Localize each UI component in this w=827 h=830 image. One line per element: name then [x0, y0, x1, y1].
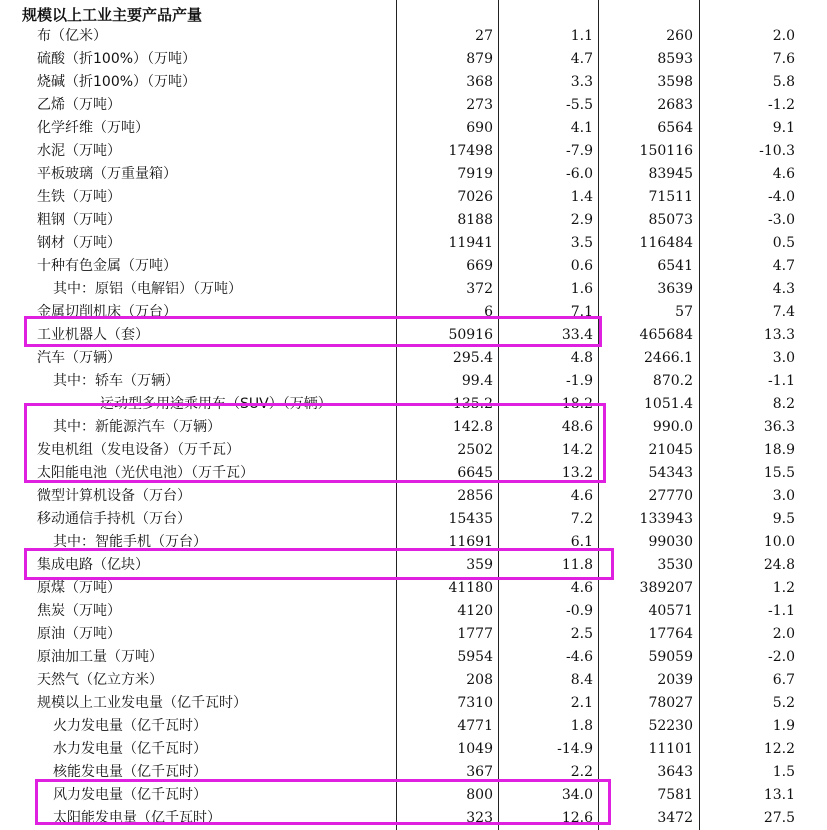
- row-value-col4: 9.1: [772, 120, 795, 136]
- table-row: [0, 577, 827, 600]
- row-value-col2: 4.6: [570, 488, 593, 504]
- row-value-col3: 870.2: [652, 373, 693, 389]
- row-label: 天然气（亿立方米）: [37, 672, 163, 688]
- table-row: [0, 186, 827, 209]
- row-value-col1: 15435: [448, 511, 493, 527]
- row-value-col2: -1.9: [566, 373, 593, 389]
- row-value-col1: 135.2: [452, 396, 493, 412]
- row-value-col1: 50916: [448, 327, 493, 343]
- row-value-col3: 83945: [648, 166, 693, 182]
- row-value-col1: 367: [466, 764, 493, 780]
- row-value-col2: -7.9: [566, 143, 593, 159]
- row-value-col4: -4.0: [768, 189, 795, 205]
- row-value-col3: 3643: [657, 764, 693, 780]
- row-label: 运动型多用途乘用车（SUV）（万辆）: [100, 396, 332, 412]
- row-label: 其中：新能源汽车（万辆）: [53, 419, 221, 435]
- row-value-col3: 2466.1: [644, 350, 693, 366]
- row-value-col4: 36.3: [763, 419, 795, 435]
- row-value-col4: 10.0: [763, 534, 795, 550]
- row-value-col2: 7.2: [570, 511, 593, 527]
- table-row: [0, 669, 827, 692]
- table-row: [0, 623, 827, 646]
- row-value-col4: 13.1: [763, 787, 795, 803]
- row-value-col2: 3.3: [570, 74, 593, 90]
- row-value-col1: 372: [466, 281, 493, 297]
- table-row: [0, 439, 827, 462]
- row-value-col3: 8593: [657, 51, 693, 67]
- row-value-col2: 6.1: [570, 534, 593, 550]
- row-value-col4: 4.6: [772, 166, 795, 182]
- row-value-col3: 54343: [648, 465, 693, 481]
- table-row: [0, 646, 827, 669]
- row-value-col2: 1.8: [570, 718, 593, 734]
- row-value-col1: 142.8: [452, 419, 493, 435]
- table-row: [0, 485, 827, 508]
- row-value-col2: 3.5: [570, 235, 593, 251]
- row-value-col1: 7310: [457, 695, 493, 711]
- row-label: 布（亿米）: [37, 28, 107, 44]
- row-value-col3: 2683: [657, 97, 693, 113]
- row-value-col1: 273: [466, 97, 493, 113]
- row-value-col3: 59059: [648, 649, 693, 665]
- row-value-col4: 3.0: [772, 350, 795, 366]
- table-row: [0, 554, 827, 577]
- table-row: [0, 255, 827, 278]
- table-row: [0, 738, 827, 761]
- row-value-col2: 4.6: [570, 580, 593, 596]
- table-row: [0, 531, 827, 554]
- row-value-col1: 208: [466, 672, 493, 688]
- row-value-col3: 150116: [639, 143, 693, 159]
- row-label: 生铁（万吨）: [37, 189, 121, 205]
- row-value-col3: 71511: [648, 189, 693, 205]
- row-label: 规模以上工业发电量（亿千瓦时）: [37, 695, 247, 711]
- row-value-col2: 48.6: [561, 419, 593, 435]
- row-value-col1: 4771: [457, 718, 493, 734]
- row-value-col3: 40571: [648, 603, 693, 619]
- row-label: 乙烯（万吨）: [37, 97, 121, 113]
- row-value-col1: 2502: [457, 442, 493, 458]
- row-label: 移动通信手持机（万台）: [37, 511, 191, 527]
- row-label: 工业机器人（套）: [37, 327, 149, 343]
- row-value-col4: 18.9: [763, 442, 795, 458]
- row-value-col3: 57: [675, 304, 693, 320]
- row-value-col2: -0.9: [566, 603, 593, 619]
- row-value-col2: 33.4: [561, 327, 593, 343]
- table-row: [0, 94, 827, 117]
- row-label: 核能发电量（亿千瓦时）: [53, 764, 207, 780]
- row-value-col3: 3598: [657, 74, 693, 90]
- row-value-col1: 7919: [457, 166, 493, 182]
- row-label: 微型计算机设备（万台）: [37, 488, 191, 504]
- row-value-col3: 6564: [657, 120, 693, 136]
- table-row: [0, 600, 827, 623]
- row-value-col3: 116484: [639, 235, 693, 251]
- row-value-col2: 18.2: [561, 396, 593, 412]
- row-value-col2: 4.1: [570, 120, 593, 136]
- row-value-col1: 8188: [457, 212, 493, 228]
- row-value-col1: 7026: [457, 189, 493, 205]
- row-value-col4: 7.6: [772, 51, 795, 67]
- row-value-col4: 27.5: [763, 810, 795, 826]
- row-value-col2: 2.9: [570, 212, 593, 228]
- row-value-col3: 85073: [648, 212, 693, 228]
- row-label: 粗钢（万吨）: [37, 212, 121, 228]
- row-value-col2: 2.2: [570, 764, 593, 780]
- row-value-col4: 3.0: [772, 488, 795, 504]
- row-value-col3: 78027: [648, 695, 693, 711]
- row-value-col2: 0.6: [570, 258, 593, 274]
- row-value-col4: 9.5: [772, 511, 795, 527]
- row-value-col1: 368: [466, 74, 493, 90]
- row-value-col1: 5954: [457, 649, 493, 665]
- row-value-col1: 17498: [448, 143, 493, 159]
- row-value-col3: 99030: [648, 534, 693, 550]
- row-value-col4: 5.2: [772, 695, 795, 711]
- row-value-col4: 8.2: [772, 396, 795, 412]
- row-value-col2: 1.4: [570, 189, 593, 205]
- row-value-col2: 1.6: [570, 281, 593, 297]
- row-value-col1: 41180: [448, 580, 493, 596]
- row-value-col3: 21045: [648, 442, 693, 458]
- table-row: [0, 48, 827, 71]
- row-value-col1: 4120: [457, 603, 493, 619]
- row-value-col1: 11941: [448, 235, 493, 251]
- table-row: [0, 278, 827, 301]
- row-value-col1: 359: [466, 557, 493, 573]
- row-value-col2: -14.9: [557, 741, 593, 757]
- row-label: 火力发电量（亿千瓦时）: [53, 718, 207, 734]
- row-value-col3: 6541: [657, 258, 693, 274]
- row-value-col4: 12.2: [763, 741, 795, 757]
- row-label: 集成电路（亿块）: [37, 557, 149, 573]
- row-value-col1: 323: [466, 810, 493, 826]
- row-value-col2: 13.2: [561, 465, 593, 481]
- row-label: 其中：原铝（电解铝）（万吨）: [53, 281, 242, 297]
- table-row: [0, 692, 827, 715]
- row-value-col3: 27770: [648, 488, 693, 504]
- row-value-col3: 2039: [657, 672, 693, 688]
- table-row: [0, 393, 827, 416]
- row-value-col4: 2.0: [772, 626, 795, 642]
- row-label: 发电机组（发电设备）（万千瓦）: [37, 442, 240, 458]
- row-value-col4: 24.8: [763, 557, 795, 573]
- table-row: [0, 462, 827, 485]
- row-label: 其中：智能手机（万台）: [53, 534, 207, 550]
- row-value-col4: 1.5: [772, 764, 795, 780]
- row-value-col4: 0.5: [772, 235, 795, 251]
- row-value-col3: 990.0: [652, 419, 693, 435]
- row-value-col2: 7.1: [570, 304, 593, 320]
- table-row: [0, 761, 827, 784]
- row-value-col3: 3639: [657, 281, 693, 297]
- row-value-col4: 5.8: [772, 74, 795, 90]
- row-value-col3: 52230: [648, 718, 693, 734]
- row-label: 硫酸（折100%）（万吨）: [37, 51, 197, 67]
- table-row: [0, 117, 827, 140]
- row-value-col2: 34.0: [561, 787, 593, 803]
- row-label: 烧碱（折100%）（万吨）: [37, 74, 197, 90]
- row-value-col1: 879: [466, 51, 493, 67]
- row-value-col1: 6: [484, 304, 493, 320]
- table-row: [0, 232, 827, 255]
- row-value-col2: -6.0: [566, 166, 593, 182]
- row-value-col4: 4.3: [772, 281, 795, 297]
- table-row: [0, 784, 827, 807]
- row-value-col3: 7581: [657, 787, 693, 803]
- row-label: 原煤（万吨）: [37, 580, 121, 596]
- row-value-col1: 800: [466, 787, 493, 803]
- row-value-col3: 17764: [648, 626, 693, 642]
- row-value-col1: 1049: [457, 741, 493, 757]
- row-label: 风力发电量（亿千瓦时）: [53, 787, 207, 803]
- row-value-col1: 690: [466, 120, 493, 136]
- row-value-col4: 13.3: [763, 327, 795, 343]
- row-label: 金属切削机床（万台）: [37, 304, 177, 320]
- row-value-col1: 295.4: [452, 350, 493, 366]
- row-label: 水力发电量（亿千瓦时）: [53, 741, 207, 757]
- row-value-col4: 1.2: [772, 580, 795, 596]
- table-row: [0, 807, 827, 830]
- row-value-col3: 133943: [639, 511, 693, 527]
- table-title: 规模以上工业主要产品产量: [22, 6, 203, 24]
- row-value-col4: -10.3: [759, 143, 795, 159]
- row-value-col3: 465684: [639, 327, 693, 343]
- row-value-col1: 27: [475, 28, 493, 44]
- row-value-col4: 7.4: [772, 304, 795, 320]
- row-label: 汽车（万辆）: [37, 350, 121, 366]
- row-value-col2: 14.2: [561, 442, 593, 458]
- row-value-col3: 260: [666, 28, 693, 44]
- table-row: [0, 347, 827, 370]
- row-value-col2: 4.7: [570, 51, 593, 67]
- row-value-col3: 1051.4: [644, 396, 693, 412]
- row-value-col2: 11.8: [561, 557, 593, 573]
- row-value-col2: -5.5: [566, 97, 593, 113]
- row-label: 太阳能电池（光伏电池）（万千瓦）: [37, 465, 254, 481]
- row-value-col4: -1.2: [768, 97, 795, 113]
- row-value-col1: 2856: [457, 488, 493, 504]
- table-row: [0, 508, 827, 531]
- table-row: [0, 140, 827, 163]
- table-row: [0, 25, 827, 48]
- row-value-col1: 1777: [457, 626, 493, 642]
- row-label: 原油（万吨）: [37, 626, 121, 642]
- table-row: [0, 370, 827, 393]
- row-value-col2: 1.1: [570, 28, 593, 44]
- row-value-col2: 4.8: [570, 350, 593, 366]
- table-row: [0, 715, 827, 738]
- row-label: 原油加工量（万吨）: [37, 649, 163, 665]
- row-value-col2: -4.6: [566, 649, 593, 665]
- row-label: 焦炭（万吨）: [37, 603, 121, 619]
- row-value-col4: 15.5: [763, 465, 795, 481]
- row-value-col4: -3.0: [768, 212, 795, 228]
- row-label: 十种有色金属（万吨）: [37, 258, 177, 274]
- row-value-col4: -1.1: [768, 603, 795, 619]
- row-label: 化学纤维（万吨）: [37, 120, 149, 136]
- row-value-col4: 4.7: [772, 258, 795, 274]
- row-label: 平板玻璃（万重量箱）: [37, 166, 177, 182]
- row-value-col2: 8.4: [570, 672, 593, 688]
- table-row: [0, 416, 827, 439]
- row-value-col1: 99.4: [461, 373, 493, 389]
- row-value-col4: 1.9: [772, 718, 795, 734]
- row-label: 钢材（万吨）: [37, 235, 121, 251]
- row-value-col1: 11691: [448, 534, 493, 550]
- row-value-col3: 3472: [657, 810, 693, 826]
- table-row: [0, 324, 827, 347]
- row-label: 水泥（万吨）: [37, 143, 121, 159]
- row-value-col4: -1.1: [768, 373, 795, 389]
- row-value-col2: 2.1: [570, 695, 593, 711]
- row-label: 太阳能发电量（亿千瓦时）: [53, 810, 221, 826]
- row-value-col4: 2.0: [772, 28, 795, 44]
- row-value-col1: 669: [466, 258, 493, 274]
- table-row: [0, 209, 827, 232]
- row-value-col2: 2.5: [570, 626, 593, 642]
- row-value-col2: 12.6: [561, 810, 593, 826]
- row-label: 其中：轿车（万辆）: [53, 373, 179, 389]
- table-row: [0, 163, 827, 186]
- row-value-col4: -2.0: [768, 649, 795, 665]
- row-value-col4: 6.7: [772, 672, 795, 688]
- table-row: [0, 301, 827, 324]
- row-value-col1: 6645: [457, 465, 493, 481]
- table-row: [0, 71, 827, 94]
- row-value-col3: 3530: [657, 557, 693, 573]
- row-value-col3: 389207: [639, 580, 693, 596]
- row-value-col3: 11101: [648, 741, 693, 757]
